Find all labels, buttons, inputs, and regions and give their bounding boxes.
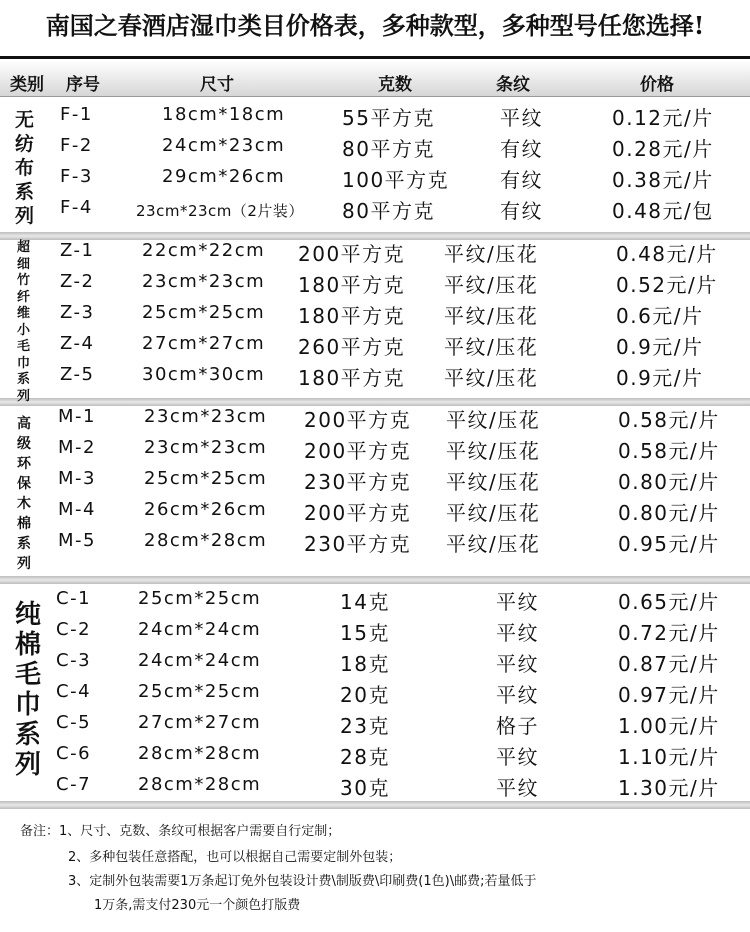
cell-size: 26cm*26cm: [144, 499, 268, 520]
cell-price: 0.80元/片: [618, 501, 720, 525]
cell-id: C-6: [56, 743, 92, 764]
cell-id: C-3: [56, 650, 92, 671]
cell-pattern: 平纹/压花: [444, 366, 539, 390]
category-label: 高 级 环 保 木 棉 系 列: [17, 416, 31, 572]
table-row: [0, 530, 750, 561]
cell-id: Z-2: [60, 271, 95, 292]
cell-id: M-5: [58, 530, 96, 551]
cell-price: 0.48元/包: [612, 199, 714, 223]
cell-id: M-3: [58, 468, 96, 489]
cell-weight: 80平方克: [342, 137, 435, 161]
cell-size: 24cm*24cm: [138, 619, 262, 640]
cell-pattern: 平纹/压花: [444, 335, 539, 359]
cell-pattern: 平纹/压花: [446, 532, 541, 556]
cell-price: 0.65元/片: [618, 590, 720, 614]
cell-size: 24cm*24cm: [138, 650, 262, 671]
cell-price: 0.48元/片: [616, 242, 718, 266]
cell-id: C-5: [56, 712, 92, 733]
cell-price: 0.97元/片: [618, 683, 720, 707]
cell-weight: 260平方克: [298, 335, 406, 359]
cell-price: 0.72元/片: [618, 621, 720, 645]
table-row: [0, 364, 750, 395]
cell-pattern: 有纹: [500, 199, 543, 223]
cell-size: 22cm*22cm: [142, 240, 266, 261]
category-label: 超 细 竹 纤 维 小 毛 巾 系 列: [16, 240, 30, 404]
cell-size: 23cm*23cm: [144, 437, 268, 458]
cell-id: C-2: [56, 619, 92, 640]
cell-pattern: 有纹: [500, 168, 543, 192]
cell-pattern: 平纹/压花: [444, 304, 539, 328]
cell-pattern: 平纹: [496, 652, 539, 676]
page-title: 南国之春酒店湿巾类目价格表，多种款型，多种型号任您选择!: [45, 11, 705, 40]
cell-weight: 200平方克: [298, 242, 406, 266]
cell-weight: 18克: [340, 652, 390, 676]
cell-pattern: 平纹: [496, 590, 539, 614]
note-line-4: 1万条,需支付230元一个颜色打版费: [94, 898, 301, 913]
cell-pattern: 格子: [496, 714, 539, 738]
cell-size: 18cm*18cm: [162, 104, 286, 125]
table-header: [0, 62, 750, 97]
cell-size: 27cm*27cm: [142, 333, 266, 354]
table-row: [0, 681, 750, 712]
table-row: [0, 712, 750, 743]
cell-price: 1.00元/片: [618, 714, 720, 738]
cell-size: 28cm*28cm: [144, 530, 268, 551]
cell-pattern: 平纹/压花: [444, 242, 539, 266]
cell-size: 30cm*30cm: [142, 364, 266, 385]
cell-weight: 180平方克: [298, 273, 406, 297]
cell-size: 25cm*25cm: [138, 681, 262, 702]
cell-pattern: 平纹/压花: [444, 273, 539, 297]
header-weight: 克数: [378, 75, 412, 95]
cell-weight: 80平方克: [342, 199, 435, 223]
cell-price: 0.87元/片: [618, 652, 720, 676]
note-line-3: 3、定制外包装需要1万条起订免外包装设计费\制版费\印刷费(1色)\邮费;若量低于: [68, 874, 537, 889]
cell-id: F-2: [60, 135, 93, 156]
cell-price: 0.58元/片: [618, 408, 720, 432]
cell-id: M-1: [58, 406, 96, 427]
cell-weight: 30克: [340, 776, 390, 800]
cell-size: 27cm*27cm: [138, 712, 262, 733]
header-category: 类别: [10, 75, 44, 95]
cell-weight: 20克: [340, 683, 390, 707]
cell-weight: 230平方克: [304, 532, 412, 556]
cell-pattern: 平纹: [500, 106, 543, 130]
table-row: [0, 743, 750, 774]
cell-weight: 200平方克: [304, 501, 412, 525]
cell-size: 25cm*25cm: [138, 588, 262, 609]
cell-weight: 14克: [340, 590, 390, 614]
cell-id: M-4: [58, 499, 96, 520]
cell-weight: 180平方克: [298, 366, 406, 390]
cell-weight: 15克: [340, 621, 390, 645]
notes: [0, 812, 750, 932]
table-row: [0, 406, 750, 437]
cell-price: 1.10元/片: [618, 745, 720, 769]
cell-pattern: 有纹: [500, 137, 543, 161]
cell-pattern: 平纹: [496, 745, 539, 769]
cell-price: 0.28元/片: [612, 137, 714, 161]
table-row: [0, 197, 750, 228]
cell-pattern: 平纹: [496, 776, 539, 800]
table-row: [0, 650, 750, 681]
table-row: [0, 437, 750, 468]
table-row: [0, 468, 750, 499]
table-row: [0, 135, 750, 166]
cell-weight: 55平方克: [342, 106, 435, 130]
cell-price: 0.9元/片: [616, 335, 704, 359]
cell-id: F-3: [60, 166, 93, 187]
table-row: [0, 240, 750, 271]
cell-id: C-1: [56, 588, 92, 609]
cell-size: 28cm*28cm: [138, 743, 262, 764]
cell-size: 24cm*23cm: [162, 135, 286, 156]
cell-pattern: 平纹/压花: [446, 501, 541, 525]
header-size: 尺寸: [200, 75, 234, 95]
table-row: [0, 271, 750, 302]
table-row: [0, 588, 750, 619]
table-row: [0, 619, 750, 650]
cell-weight: 200平方克: [304, 439, 412, 463]
cell-price: 0.38元/片: [612, 168, 714, 192]
table-row: [0, 774, 750, 805]
header-serial: 序号: [66, 75, 100, 95]
cell-id: M-2: [58, 437, 96, 458]
note-line-1: 备注：1、尺寸、克数、条纹可根据客户需要自行定制；: [20, 824, 341, 839]
cell-price: 0.52元/片: [616, 273, 718, 297]
cell-weight: 230平方克: [304, 470, 412, 494]
table-row: [0, 302, 750, 333]
cell-weight: 180平方克: [298, 304, 406, 328]
cell-weight: 28克: [340, 745, 390, 769]
cell-price: 0.80元/片: [618, 470, 720, 494]
category-label: 纯 棉 毛 巾 系 列: [14, 600, 41, 780]
cell-pattern: 平纹/压花: [446, 439, 541, 463]
cell-id: C-4: [56, 681, 92, 702]
cell-id: F-4: [60, 197, 93, 218]
cell-id: Z-3: [60, 302, 95, 323]
cell-pattern: 平纹/压花: [446, 408, 541, 432]
cell-price: 0.58元/片: [618, 439, 720, 463]
cell-size: 23cm*23cm: [142, 271, 266, 292]
cell-size: 29cm*26cm: [162, 166, 286, 187]
cell-pattern: 平纹/压花: [446, 470, 541, 494]
cell-size: 28cm*28cm: [138, 774, 262, 795]
cell-size: 25cm*25cm: [142, 302, 266, 323]
cell-id: C-7: [56, 774, 92, 795]
table-row: [0, 166, 750, 197]
cell-price: 1.30元/片: [618, 776, 720, 800]
cell-price: 0.12元/片: [612, 106, 714, 130]
table-row: [0, 104, 750, 135]
note-line-2: 2、多种包装任意搭配，也可以根据自己需要定制外包装；: [68, 850, 402, 865]
cell-size: 23cm*23cm: [144, 406, 268, 427]
group-separator: [0, 576, 750, 584]
header-price: 价格: [640, 75, 674, 95]
cell-size: 25cm*25cm: [144, 468, 268, 489]
cell-weight: 23克: [340, 714, 390, 738]
cell-id: Z-4: [60, 333, 95, 354]
cell-id: Z-5: [60, 364, 95, 385]
header-pattern: 条纹: [496, 75, 530, 95]
cell-weight: 100平方克: [342, 168, 450, 192]
cell-size: 23cm*23cm（2片装）: [136, 202, 304, 220]
cell-id: F-1: [60, 104, 93, 125]
cell-id: Z-1: [60, 240, 95, 261]
category-label: 无 纺 布 系 列: [14, 109, 34, 227]
cell-price: 0.95元/片: [618, 532, 720, 556]
cell-weight: 200平方克: [304, 408, 412, 432]
cell-price: 0.6元/片: [616, 304, 704, 328]
title-underline: [0, 56, 750, 59]
cell-pattern: 平纹: [496, 683, 539, 707]
cell-price: 0.9元/片: [616, 366, 704, 390]
table-row: [0, 499, 750, 530]
cell-pattern: 平纹: [496, 621, 539, 645]
table-row: [0, 333, 750, 364]
